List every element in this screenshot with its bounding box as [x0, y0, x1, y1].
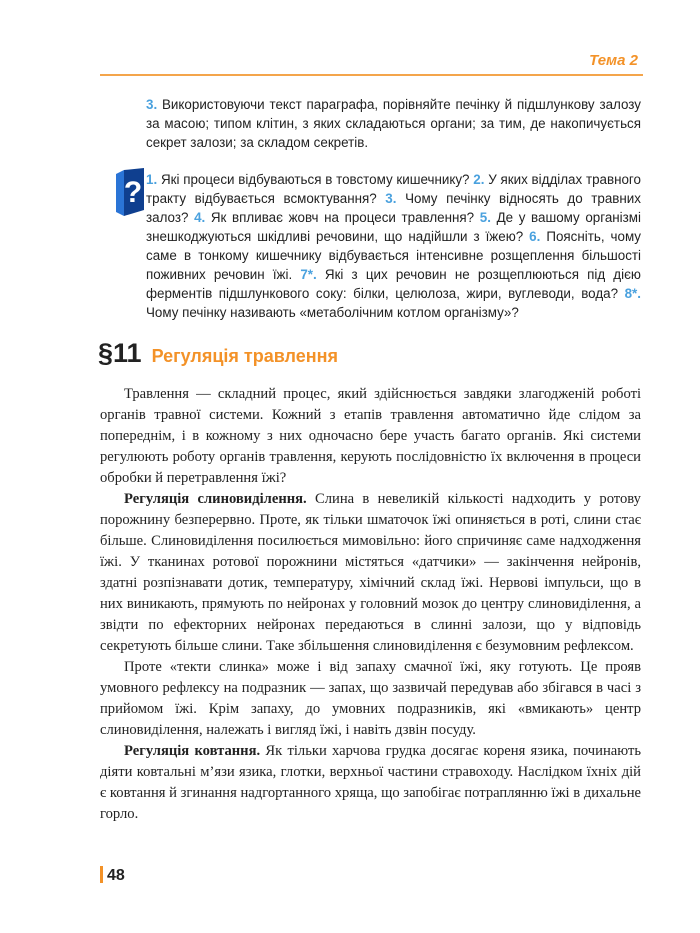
question-item: 2. У яких відділах травного тракту відбувається всмоктування? [146, 172, 641, 206]
section-number: §11 [98, 338, 142, 368]
review-questions [146, 170, 641, 322]
task-text: Використовуючи текст параграфа, порівняйте печінку й підшлункову залозу за масою; типом клітин, з яких складаються органи; за тим, де накопичується секрет залози; за складом секретів. [146, 97, 641, 150]
header-rule [100, 74, 643, 76]
question-item: 6. Поясніть, чому саме в тонкому кишечнику відбувається інтенсивне розщеплення більшості поживних речовин їжі. [146, 229, 641, 282]
page-number-bar [100, 866, 103, 883]
paragraph-lead: Регуляція слиновиділення. [124, 491, 307, 507]
question-item: 7*. Які з цих речовин не розщеплюються під дією ферментів підшлункового соку: білки, целюлоза, жири, вуглеводи, вода? [146, 267, 641, 301]
paragraph: Проте «текти слинка» може і від запаху смачної їжі, яку готують. Це прояв умовного рефлексу на подразник — запах, що зазвичай передував або збігався в часі з прийомом їжі. Крім запаху, до умовних подразників, які «вмикають» центр слиновиділення, належать і вигляд їжі, і навіть дзвін посуду. [100, 659, 641, 738]
task-3 [146, 95, 641, 152]
section-title: Регуляція травлення [151, 346, 339, 366]
question-item: 5. Де у вашому організмі знешкоджуються шкідливі речовини, що надійшли з їжею? [146, 210, 641, 244]
question-item: 4. Як впливає жовч на процеси травлення? [194, 210, 475, 225]
question-item: 3. Чому печінку відносять до травних залоз? [146, 191, 641, 225]
page-number: 48 [100, 866, 125, 885]
task-number: 3. [146, 97, 158, 112]
topic-label: Тема 2 [589, 52, 638, 69]
question-mark-box-icon [114, 166, 146, 218]
paragraph: Регуляція ковтання. Як тільки харчова грудка досягає кореня язика, починають діяти ковтальні м’язи язика, глотки, верхньої частини стравоходу. Наслідком їхніх дій є ковтання й згинання надгортанного хряща, що запобігає потраплянню їжі в дихальне горло. [100, 743, 641, 822]
paragraph: Регуляція слиновиділення. Слина в невеликій кількості надходить у ротову порожнину безперервно. Проте, як тільки шматочок їжі опиняється в роті, слини стає більше. Слиновиділення посилюється мимовільно: його спричиняє саме надходження їжі. У тканинах ротової порожнини містяться «датчики» — закінчення нейронів, здатні розпізнавати дотик, температуру, хімічний склад їжі. Нервові імпульси, що в них виникають, прямують по нейронах у головний мозок до центру слиновиділення, а звідти по ефекторних нейронах передаються в слинні залози, що у відповідь секретують більше слини. Таке збільшення слиновиділення є безумовним рефлексом. [100, 491, 641, 654]
paragraph-lead: Регуляція ковтання. [124, 743, 261, 759]
section-body [100, 384, 641, 825]
svg-text:?: ? [123, 176, 143, 209]
question-item: 8*. Чому печінку називають «метаболічним котлом організму»? [146, 286, 641, 320]
question-item: 1. Які процеси відбуваються в товстому кишечнику? [146, 172, 470, 187]
section-heading [98, 338, 338, 369]
paragraph: Травлення — складний процес, який здійснюється завдяки злагодженій роботі органів травної системи. Кожний з етапів травлення автоматично йде слідом за попереднім, і в кожному з них одночасно бере участь багато органів. Які системи регулюють роботу органів травлення, керують послідовністю їх включення в процеси обробки й перетравлення їжі? [100, 386, 641, 486]
